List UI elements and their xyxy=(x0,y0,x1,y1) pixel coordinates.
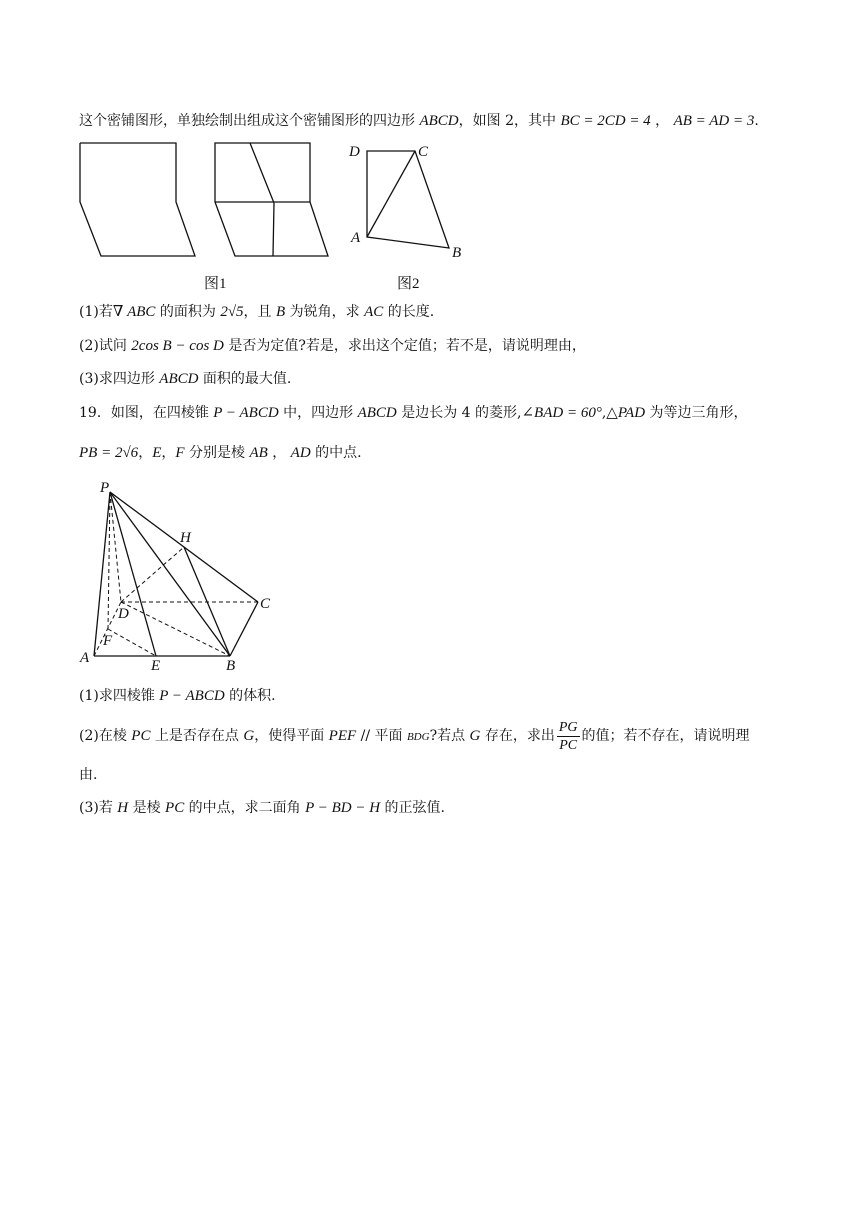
q19-l2-ab: AB xyxy=(249,445,268,461)
q19-p2-text-4: ?若点 xyxy=(429,728,470,744)
q18-p3-prefix: (3)求四边形 xyxy=(79,371,160,387)
pyr-label-d: D xyxy=(118,606,129,622)
q19-p2-text: 上是否存在点 xyxy=(150,728,244,744)
fraction-denominator: PC xyxy=(559,737,578,753)
q19-p2-prefix: (2)在棱 xyxy=(79,728,132,744)
separator: ， xyxy=(650,113,674,129)
q18-p2-prefix: (2)试问 xyxy=(79,338,132,354)
fig2-label-c: C xyxy=(418,144,429,160)
pyr-label-p: P xyxy=(100,480,110,496)
q19-l1-prefix: 19．如图，在四棱锥 xyxy=(79,405,214,421)
q19-p1-pyramid: P − ABCD xyxy=(159,688,225,704)
q19-l1-end: 为等边三角形， xyxy=(645,405,748,421)
intro-line xyxy=(79,111,759,131)
intro-text-2: ，如图 2，其中 xyxy=(458,113,561,129)
q19-part-2 xyxy=(79,718,750,754)
q18-p3-quad: ABCD xyxy=(159,371,199,387)
q19-p1-end: 的体积. xyxy=(224,688,276,704)
q19-l2-f: F xyxy=(175,445,185,461)
intro-text: 这个密铺图形，单独绘制出组成这个密铺图形的四边形 xyxy=(79,113,420,129)
q18-p1-ac: AC xyxy=(364,304,384,320)
q19-part-3 xyxy=(79,798,445,818)
q19-p2-pef: PEF xyxy=(328,728,357,744)
q19-l2-comma: ， xyxy=(138,445,153,461)
q19-p2-parallel: // xyxy=(356,728,375,744)
q19-p3-text: 是棱 xyxy=(128,800,166,816)
q19-line-2 xyxy=(79,443,362,463)
edge-pa xyxy=(94,492,110,656)
q19-p3-dihedral: P − BD − H xyxy=(305,800,381,816)
q19-l1-text-2: 是边长为 4 的菱形, xyxy=(396,405,522,421)
pyr-label-h: H xyxy=(180,530,191,546)
q19-l1-quad: ABCD xyxy=(357,405,397,421)
figure-2-quadrilateral xyxy=(345,140,475,265)
figure-1-caption: 图1 xyxy=(204,276,227,292)
q18-part-3 xyxy=(79,369,291,389)
q19-p3-prefix: (3)若 xyxy=(79,800,118,816)
q19-part-2-cont xyxy=(79,765,97,785)
fig2-label-d: D xyxy=(349,144,360,160)
fig1-shape-right xyxy=(215,143,328,256)
edge-dh xyxy=(121,547,184,602)
fig1-inner-line-3 xyxy=(273,203,274,256)
edge-bc xyxy=(230,602,258,656)
q19-p2-pc: PC xyxy=(131,728,151,744)
fig2-label-a: A xyxy=(351,230,361,246)
q19-l1-comma: , xyxy=(601,405,607,421)
q19-p2-fraction xyxy=(557,719,580,754)
q18-p1-end: 的长度. xyxy=(383,304,435,320)
fig1-inner-line-1 xyxy=(250,143,274,203)
q19-l2-text: 分别是棱 xyxy=(184,445,250,461)
q19-p2-text-3: 平面 xyxy=(374,728,407,744)
condition-ab-ad: AB = AD = 3 xyxy=(673,113,755,129)
q19-p2-g-2: G xyxy=(469,728,481,744)
figure-2-caption: 图2 xyxy=(397,276,420,292)
q19-p2-bdg: BDG xyxy=(406,731,430,743)
pyr-label-c: C xyxy=(260,596,271,612)
edge-fe xyxy=(108,629,156,656)
q19-p3-text-2: 的中点，求二面角 xyxy=(184,800,306,816)
pyr-label-b: B xyxy=(226,658,236,674)
q19-l1-text: 中，四边形 xyxy=(278,405,358,421)
fraction-numerator: PG xyxy=(558,719,578,735)
q18-part-1 xyxy=(79,302,434,322)
q19-l2-sep: ， xyxy=(267,445,291,461)
q19-p3-h: H xyxy=(117,800,129,816)
q19-p3-end: 的正弦值. xyxy=(380,800,445,816)
q19-l2-pb: PB = 2√6 xyxy=(79,445,139,461)
pyr-label-f: F xyxy=(103,633,113,649)
q19-line-1 xyxy=(79,403,748,423)
q18-p1-area: 2√5 xyxy=(220,304,244,320)
pyr-label-e: E xyxy=(151,658,161,674)
pyr-label-a: A xyxy=(80,650,90,666)
q19-p1-prefix: (1)求四棱锥 xyxy=(79,688,160,704)
fig2-label-b: B xyxy=(452,245,462,261)
edge-pd xyxy=(110,492,121,602)
quad-name: ABCD xyxy=(419,113,459,129)
fig1-shape-left xyxy=(80,143,195,256)
q19-p2-continuation: 由. xyxy=(79,767,98,783)
q19-l1-pyramid: P − ABCD xyxy=(213,405,279,421)
q18-p1-text: 的面积为 xyxy=(155,304,221,320)
condition-bc-cd: BC = 2CD = 4 xyxy=(560,113,651,129)
q18-p3-end: 面积的最大值. xyxy=(198,371,292,387)
q18-p1-triangle: ∇ ABC xyxy=(112,304,156,320)
q19-l2-e: E xyxy=(152,445,162,461)
q18-p2-expression: 2cos B − cos D xyxy=(131,338,224,354)
q19-l2-ad: AD xyxy=(290,445,311,461)
period: . xyxy=(754,113,759,129)
q19-p2-text-5: 存在，求出 xyxy=(480,728,555,744)
fig2-quad-abcd xyxy=(367,151,449,248)
figure-1-tiling xyxy=(78,140,338,265)
q18-p2-end: 是否为定值?若是，求出这个定值；若不是，请说明理由， xyxy=(223,338,586,354)
q19-l1-triangle: △PAD xyxy=(606,405,646,421)
q19-l2-end: 的中点. xyxy=(310,445,362,461)
q19-p2-g: G xyxy=(243,728,255,744)
q18-p1-prefix: (1)若 xyxy=(79,304,113,320)
q19-l2-comma-2: ， xyxy=(161,445,176,461)
q19-l1-angle: ∠BAD = 60° xyxy=(521,405,602,421)
q18-p1-text-2: ，且 xyxy=(243,304,276,320)
q19-p2-text-2: ，使得平面 xyxy=(254,728,329,744)
q18-p1-b: B xyxy=(276,304,286,320)
q19-p2-end: 的值；若不存在，请说明理 xyxy=(581,728,750,744)
q18-part-2 xyxy=(79,336,586,356)
fig2-diagonal-ac xyxy=(367,151,415,237)
q19-part-1 xyxy=(79,686,276,706)
figure-pyramid xyxy=(78,476,288,676)
edge-pe xyxy=(110,492,156,656)
edge-db xyxy=(121,602,230,656)
q18-p1-text-3: 为锐角，求 xyxy=(285,304,365,320)
edge-pb xyxy=(110,492,230,656)
q19-p3-pc: PC xyxy=(165,800,185,816)
